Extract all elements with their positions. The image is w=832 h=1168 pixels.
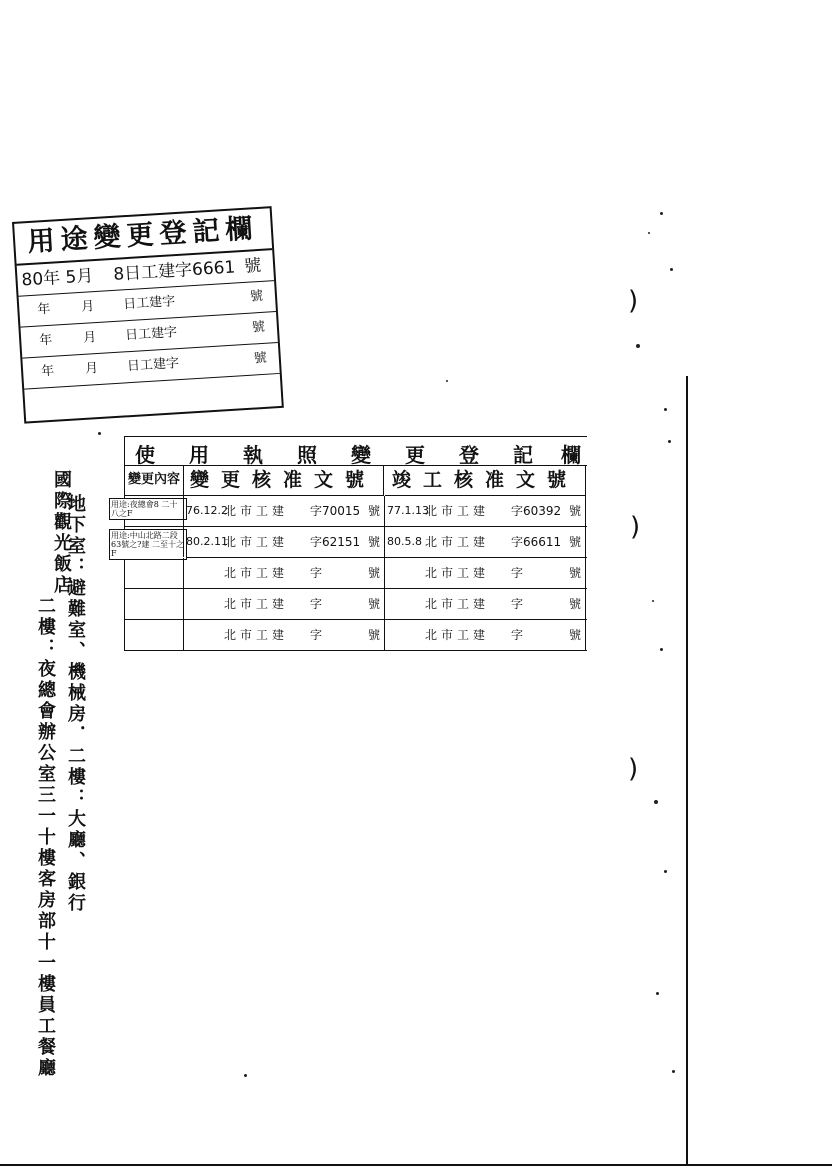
table-title-char: 執 xyxy=(243,443,263,467)
stamp-day-ref: 8日工建字6661 xyxy=(112,257,236,285)
table-title-char: 用 xyxy=(189,443,209,467)
stamp-title: 用途變更登記欄 xyxy=(14,208,272,266)
table-title-char: 更 xyxy=(405,443,425,467)
scan-speck xyxy=(636,344,640,348)
table-title-char: 使 xyxy=(135,443,155,467)
completion-zi: 字 xyxy=(511,504,524,518)
scan-speck xyxy=(98,432,101,435)
completion-hao: 號 xyxy=(568,628,581,642)
scan-mark-paren: ) xyxy=(628,754,639,784)
scan-speck xyxy=(654,800,658,804)
approval-cell xyxy=(183,496,385,526)
table-title-char: 欄 xyxy=(561,443,581,467)
approval-cell xyxy=(183,527,385,557)
approval-hao: 號 xyxy=(367,628,380,642)
approval-cell xyxy=(183,589,385,619)
approval-date: 80.2.11 xyxy=(186,535,228,548)
table-title-char: 變 xyxy=(351,443,371,467)
header-completion-approval: 竣工核准文號 xyxy=(385,465,586,496)
approval-cell xyxy=(183,620,385,650)
side-text-floors-a: 地下室：避難室、機械房．二樓：大廳、銀行 xyxy=(65,494,86,914)
approval-number: 70015 xyxy=(322,504,361,518)
approval-cell xyxy=(183,558,385,588)
stamp-month: 5月 xyxy=(64,266,94,288)
scan-speck xyxy=(660,212,663,215)
stamp-year: 年 xyxy=(38,332,53,349)
completion-cell xyxy=(385,496,586,526)
row-change-label: 用途:夜總會8 二十八之F xyxy=(109,498,187,520)
completion-cell xyxy=(385,527,586,557)
completion-cell xyxy=(385,620,586,650)
approval-hao: 號 xyxy=(367,535,380,549)
scan-speck xyxy=(648,232,650,234)
approval-zi: 字 xyxy=(310,628,323,642)
table-row xyxy=(125,589,587,620)
scan-speck xyxy=(670,268,673,271)
scan-speck xyxy=(660,648,663,651)
scan-speck xyxy=(446,380,448,382)
completion-hao: 號 xyxy=(568,597,581,611)
table-title-char: 照 xyxy=(297,443,317,467)
completion-hao: 號 xyxy=(568,535,581,549)
scan-mark-paren: ) xyxy=(628,286,639,316)
header-change-content: 變更內容 xyxy=(125,465,184,496)
stamp-day-ref: 日工建字 xyxy=(126,356,180,375)
completion-date: 77.1.13 xyxy=(387,504,429,517)
completion-cell xyxy=(385,558,586,588)
stamp-month: 月 xyxy=(82,330,97,346)
side-text-floors-b: 二樓：夜總會辦公室三一十樓客房部十一樓員工餐廳 xyxy=(35,596,56,1079)
scan-speck xyxy=(664,870,667,873)
approval-zi: 字 xyxy=(310,597,323,611)
approval-hao: 號 xyxy=(367,566,380,580)
table-row xyxy=(125,620,587,651)
stamp-month: 月 xyxy=(80,299,95,315)
completion-hao: 號 xyxy=(568,566,581,580)
completion-zi: 字 xyxy=(511,597,524,611)
approval-office: 北市工建 xyxy=(224,566,289,580)
completion-office: 北市工建 xyxy=(425,597,490,611)
scan-mark-paren: ) xyxy=(630,512,641,542)
completion-date: 80.5.8 xyxy=(387,535,422,548)
completion-zi: 字 xyxy=(511,628,524,642)
scan-speck xyxy=(244,1074,247,1077)
stamp-hao: 號 xyxy=(249,288,264,305)
table-title xyxy=(125,437,587,466)
license-change-table xyxy=(111,436,587,651)
table-row xyxy=(111,496,587,527)
approval-hao: 號 xyxy=(367,504,380,518)
approval-office: 北市工建 xyxy=(224,628,289,642)
table-row xyxy=(125,558,587,589)
completion-zi: 字 xyxy=(511,566,524,580)
approval-number: 62151 xyxy=(322,535,361,549)
completion-number: 66611 xyxy=(523,535,562,549)
table-row xyxy=(111,527,587,558)
approval-hao: 號 xyxy=(367,597,380,611)
completion-office: 北市工建 xyxy=(425,628,490,642)
scan-edge-line xyxy=(686,376,688,1166)
completion-hao: 號 xyxy=(568,504,581,518)
scan-speck xyxy=(672,1070,675,1073)
completion-office: 北市工建 xyxy=(425,566,490,580)
approval-zi: 字 xyxy=(310,504,323,518)
scan-speck xyxy=(656,992,659,995)
stamp-year: 年 xyxy=(40,363,55,380)
stamp-month: 月 xyxy=(84,361,99,377)
completion-office: 北市工建 xyxy=(425,535,490,549)
approval-zi: 字 xyxy=(310,566,323,580)
stamp-hao: 號 xyxy=(253,350,268,367)
completion-zi: 字 xyxy=(511,535,524,549)
completion-office: 北市工建 xyxy=(425,504,490,518)
stamp-year: 年 xyxy=(36,301,51,318)
table-title-char: 記 xyxy=(513,443,533,467)
header-change-approval: 變更核准文號 xyxy=(183,465,384,496)
completion-cell xyxy=(385,589,586,619)
approval-office: 北市工建 xyxy=(224,504,289,518)
use-change-registration-stamp xyxy=(12,206,284,423)
approval-zi: 字 xyxy=(310,535,323,549)
scan-speck xyxy=(668,440,671,443)
side-text-building-type: 國際觀光飯店 xyxy=(51,470,72,596)
table-title-char: 登 xyxy=(459,443,479,467)
row-change-label: 用途:中山北路二段63號之?建 二至十之F xyxy=(109,529,187,560)
stamp-hao: 號 xyxy=(243,255,262,277)
scan-speck xyxy=(664,408,667,411)
approval-date: 76.12.2 xyxy=(186,504,228,517)
stamp-day-ref: 日工建字 xyxy=(124,325,178,344)
stamp-year: 80年 xyxy=(20,268,61,291)
stamp-day-ref: 日工建字 xyxy=(122,294,176,313)
approval-office: 北市工建 xyxy=(224,597,289,611)
scan-speck xyxy=(652,600,654,602)
scan-bottom-line xyxy=(0,1164,832,1166)
completion-number: 60392 xyxy=(523,504,562,518)
stamp-hao: 號 xyxy=(251,319,266,336)
approval-office: 北市工建 xyxy=(224,535,289,549)
